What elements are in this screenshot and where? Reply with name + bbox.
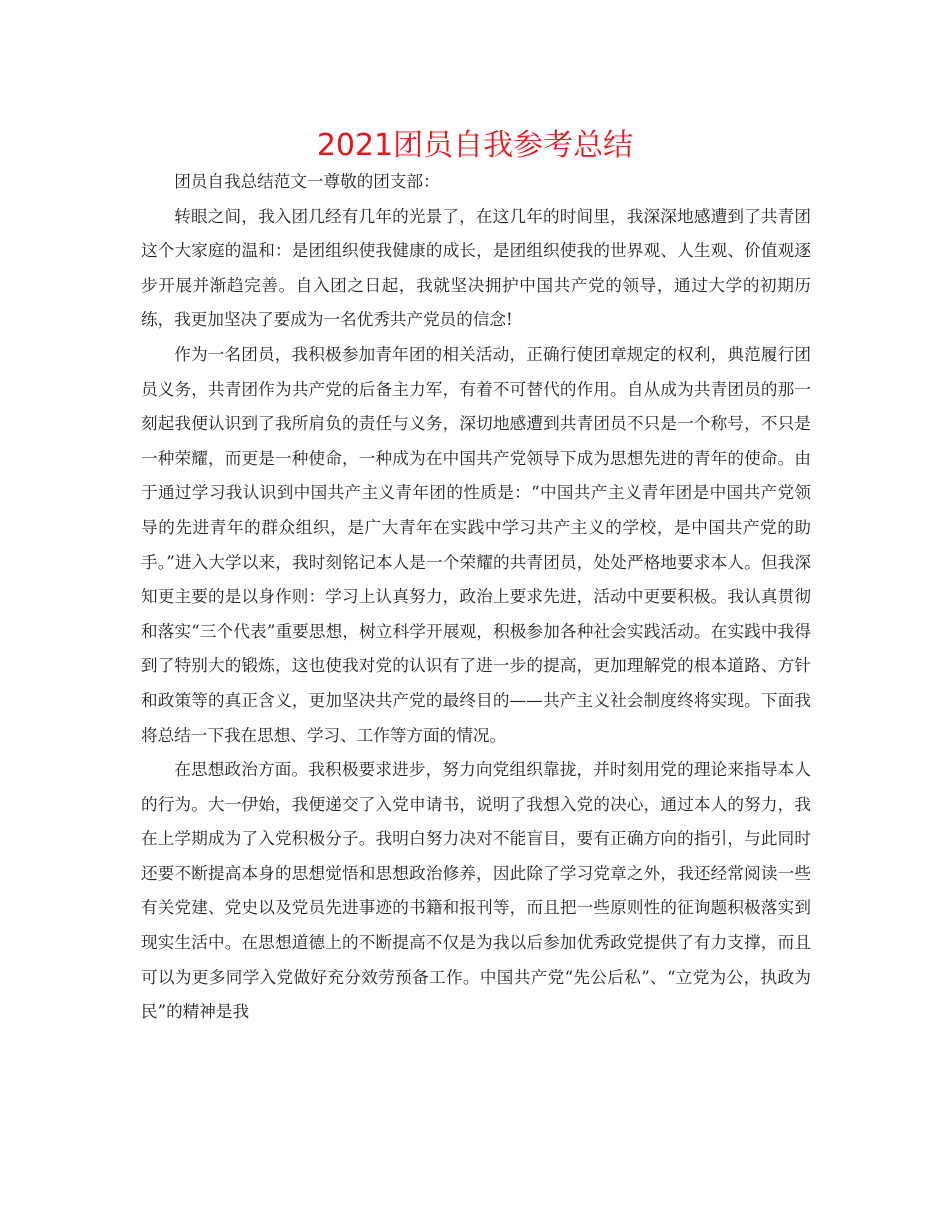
paragraph-intro: 转眼之间，我入团几经有几年的光景了，在这几年的时间里，我深深地感遭到了共青团这个大家庭的温和：是团组织使我健康的成长，是团组织使我的世界观、人生观、价值观逐步开展并渐趋完善。自入团之日起，我就坚决拥护中国共产党的领导，通过大学的初期历练，我更加坚决了要成为一名优秀共产党员的信念! (141, 206, 811, 330)
paragraph-salutation: 团员自我总结范文一尊敬的团支部： (174, 172, 440, 191)
document-title: 2021团员自我参考总结 (316, 128, 634, 163)
paragraph-ideology: 在思想政治方面。我积极要求进步，努力向党组织靠拢，并时刻用党的理论来指导本人的行为。大一伊始，我便递交了入党申请书，说明了我想入党的决心，通过本人的努力，我在上学期成为了入党积极分子。我明白努力决对不能盲目，要有正确方向的指引，与此同时还要不断提高本身的思想觉悟和思想政治修养，因此除了学习党章之外，我还经常阅读一些有关党建、党史以及党员先进事迹的书籍和报刊等，而且把一些原则性的征询题积极落实到现实生活中。在思想道德上的不断提高不仅是为我以后参加优秀政党提供了有力支撑，而且可以为更多同学入党做好充分效劳预备工作。中国共产党“先公后私”、“立党为公，执政为民”的精神是我 (141, 760, 811, 1022)
document-body (141, 165, 811, 1030)
paragraph-role: 作为一名团员，我积极参加青年团的相关活动，正确行使团章规定的权利，典范履行团员义务，共青团作为共产党的后备主力军，有着不可替代的作用。自从成为共青团员的那一刻起我便认识到了我所肩负的责任与义务，深切地感遭到共青团员不只是一个称号，不只是一种荣耀，而更是一种使命，一种成为在中国共产党领导下成为思想先进的青年的使命。由于通过学习我认识到中国共产主义青年团的性质是：“中国共产主义青年团是中国共产党领导的先进青年的群众组织，是广大青年在实践中学习共产主义的学校，是中国共产党的助手。”进入大学以来，我时刻铭记本人是一个荣耀的共青团员，处处严格地要求本人。但我深知更主要的是以身作则：学习上认真努力，政治上要求先进，活动中更要积极。我认真贯彻和落实“三个代表”重要思想，树立科学开展观，积极参加各种社会实践活动。在实践中我得到了特别大的锻炼，这也使我对党的认识有了进一步的提高，更加理解党的根本道路、方针和政策等的真正含义，更加坚决共产党的最终目的——共产主义社会制度终将实现。下面我将总结一下我在思想、学习、工作等方面的情况。 (141, 344, 811, 745)
